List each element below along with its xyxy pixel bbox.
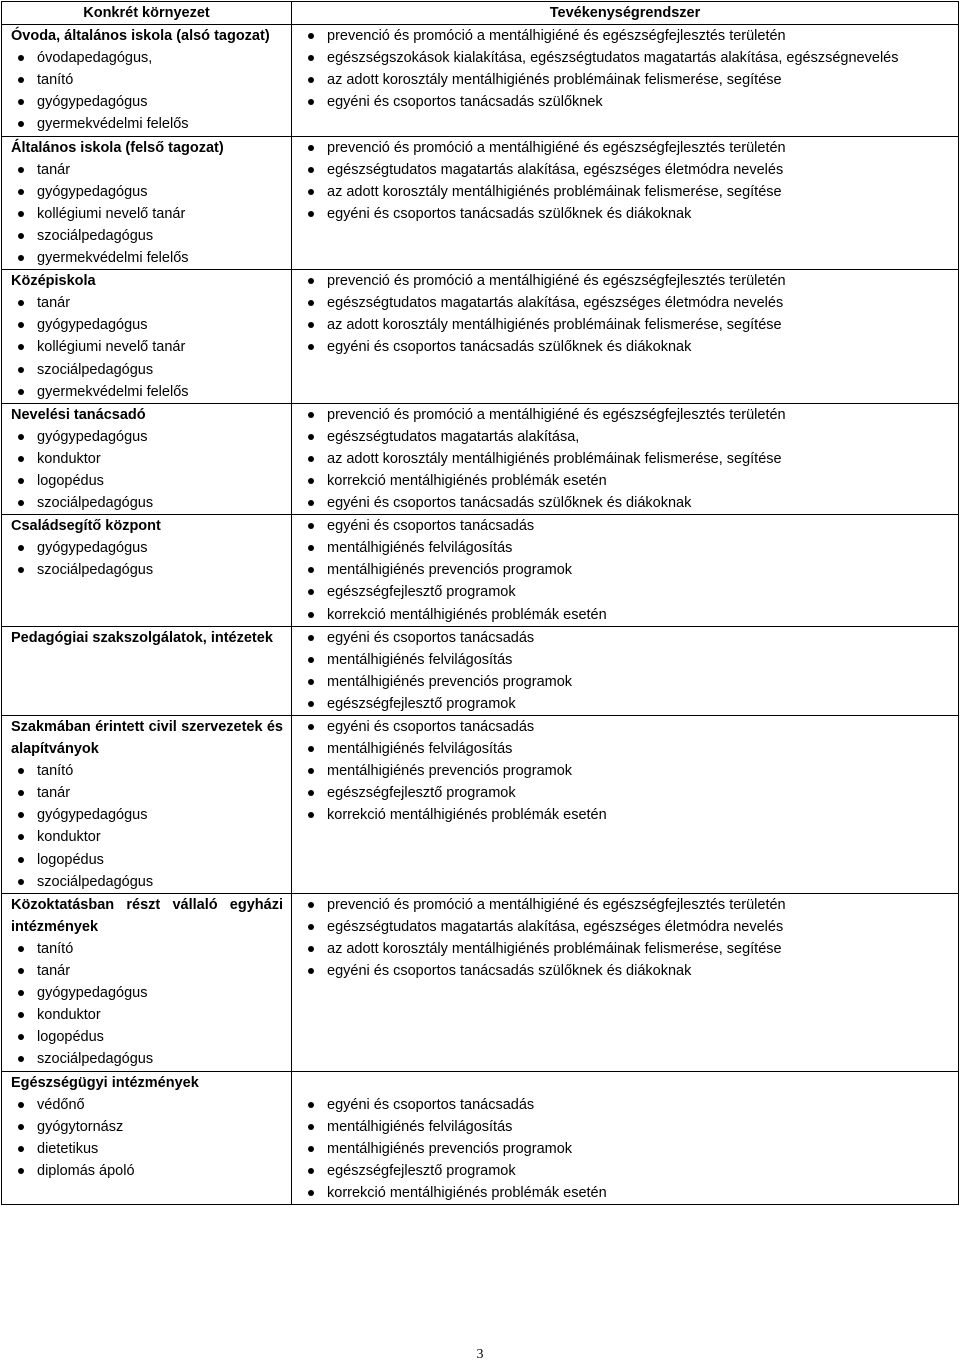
activity-item: egyéni és csoportos tanácsadás szülőknek és diákoknak <box>301 203 958 225</box>
environment-cell <box>2 893 292 1071</box>
role-item: logopédus <box>11 470 291 492</box>
activity-item: egészségtudatos magatartás alakítása, egészséges életmódra nevelés <box>301 159 958 181</box>
environment-cell <box>2 270 292 404</box>
environment-title: Pedagógiai szakszolgálatok, intézetek <box>11 629 273 646</box>
role-item: gyermekvédelmi felelős <box>11 381 291 403</box>
environment-cell <box>2 1071 292 1204</box>
activity-item: egészségfejlesztő programok <box>301 1160 958 1182</box>
activity-item: az adott korosztály mentálhigiénés problémáinak felismerése, segítése <box>301 181 958 203</box>
activity-list <box>301 137 958 225</box>
environment-cell <box>2 136 292 270</box>
role-item: gyógypedagógus <box>11 982 291 1004</box>
activity-item: az adott korosztály mentálhigiénés problémáinak felismerése, segítése <box>301 314 958 336</box>
role-list <box>11 292 291 402</box>
role-item: gyógypedagógus <box>11 804 291 826</box>
environment-title: Középiskola <box>11 273 96 290</box>
role-item: tanár <box>11 960 291 982</box>
role-item: dietetikus <box>11 1138 291 1160</box>
activity-list <box>301 404 958 514</box>
table-row <box>2 403 959 514</box>
activity-item: korrekció mentálhigiénés problémák esetén <box>301 604 958 626</box>
role-item: tanár <box>11 292 291 314</box>
environment-title: Általános iskola (felső tagozat) <box>11 139 224 156</box>
table-row <box>2 515 959 626</box>
role-item: konduktor <box>11 1004 291 1026</box>
environment-cell <box>2 25 292 136</box>
role-item: gyógypedagógus <box>11 314 291 336</box>
role-item: gyógytornász <box>11 1116 291 1138</box>
role-list <box>11 938 291 1071</box>
environment-title: Közoktatásban részt vállaló egyházi intézmények <box>11 896 283 935</box>
activity-cell <box>292 893 959 1071</box>
activity-cell <box>292 626 959 715</box>
role-item: tanító <box>11 760 291 782</box>
activity-item: az adott korosztály mentálhigiénés problémáinak felismerése, segítése <box>301 448 958 470</box>
activity-item: prevenció és promóció a mentálhigiéné és egészségfejlesztés területén <box>301 137 958 159</box>
activity-item: egészségtudatos magatartás alakítása, <box>301 426 958 448</box>
role-list <box>11 159 291 269</box>
activity-item: mentálhigiénés felvilágosítás <box>301 537 958 559</box>
activity-item: prevenció és promóció a mentálhigiéné és egészségfejlesztés területén <box>301 270 958 292</box>
environment-activity-table <box>1 1 959 1205</box>
role-item: konduktor <box>11 826 291 848</box>
role-item: logopédus <box>11 849 291 871</box>
page-number: 3 <box>476 1347 484 1362</box>
environment-cell <box>2 515 292 626</box>
environment-cell <box>2 716 292 894</box>
role-item: kollégiumi nevelő tanár <box>11 203 291 225</box>
table-row <box>2 270 959 404</box>
role-item: kollégiumi nevelő tanár <box>11 336 291 358</box>
role-item: tanító <box>11 938 291 960</box>
role-item: gyógypedagógus <box>11 91 291 113</box>
activity-item: mentálhigiénés felvilágosítás <box>301 738 958 760</box>
activity-item: korrekció mentálhigiénés problémák esetén <box>301 804 958 826</box>
blank-line <box>301 1072 958 1094</box>
activity-item: egyéni és csoportos tanácsadás szülőknek és diákoknak <box>301 960 958 982</box>
table-body <box>2 25 959 1205</box>
table-row <box>2 1071 959 1204</box>
activity-item: az adott korosztály mentálhigiénés problémáinak felismerése, segítése <box>301 69 958 91</box>
activity-list <box>301 894 958 982</box>
activity-cell <box>292 270 959 404</box>
activity-item: korrekció mentálhigiénés problémák esetén <box>301 470 958 492</box>
table-header-row <box>2 2 959 25</box>
header-activity-system: Tevékenységrendszer <box>292 2 959 25</box>
role-item: védőnő <box>11 1094 291 1116</box>
activity-list <box>301 716 958 826</box>
environment-title: Szakmában érintett civil szervezetek és alapítványok <box>11 719 283 758</box>
activity-cell <box>292 136 959 270</box>
role-item: gyógypedagógus <box>11 537 291 559</box>
role-item: tanár <box>11 159 291 181</box>
activity-item: egyéni és csoportos tanácsadás <box>301 627 958 649</box>
role-item: szociálpedagógus <box>11 871 291 893</box>
activity-list <box>301 270 958 358</box>
role-item: szociálpedagógus <box>11 559 291 581</box>
environment-title: Óvoda, általános iskola (alsó tagozat) <box>11 28 270 45</box>
environment-cell <box>2 626 292 715</box>
header-environment: Konkrét környezet <box>2 2 292 25</box>
activity-item: egyéni és csoportos tanácsadás szülőknek és diákoknak <box>301 492 958 514</box>
table-row <box>2 626 959 715</box>
activity-cell <box>292 1071 959 1204</box>
activity-item: mentálhigiénés prevenciós programok <box>301 559 958 581</box>
role-item: gyógypedagógus <box>11 181 291 203</box>
table-row <box>2 893 959 1071</box>
activity-item: mentálhigiénés felvilágosítás <box>301 649 958 671</box>
activity-item: egyéni és csoportos tanácsadás szülőknek és diákoknak <box>301 336 958 358</box>
role-item: konduktor <box>11 448 291 470</box>
activity-cell <box>292 403 959 514</box>
activity-list <box>301 1072 958 1204</box>
activity-list <box>301 627 958 715</box>
activity-item: egyéni és csoportos tanácsadás <box>301 515 958 537</box>
role-list <box>11 537 291 581</box>
role-item: diplomás ápoló <box>11 1160 291 1182</box>
role-list <box>11 47 291 135</box>
activity-item: egészségfejlesztő programok <box>301 782 958 804</box>
role-item: szociálpedagógus <box>11 225 291 247</box>
activity-item: mentálhigiénés prevenciós programok <box>301 671 958 693</box>
role-item: gyógypedagógus <box>11 426 291 448</box>
activity-item: egészségfejlesztő programok <box>301 581 958 603</box>
activity-cell <box>292 25 959 136</box>
activity-item: az adott korosztály mentálhigiénés problémáinak felismerése, segítése <box>301 938 958 960</box>
environment-title: Családsegítő központ <box>11 518 161 535</box>
activity-item: egyéni és csoportos tanácsadás szülőknek <box>301 91 958 113</box>
activity-item: mentálhigiénés prevenciós programok <box>301 760 958 782</box>
role-item: óvodapedagógus, <box>11 47 291 69</box>
table-row <box>2 716 959 894</box>
role-item: tanár <box>11 782 291 804</box>
role-item: szociálpedagógus <box>11 1048 291 1070</box>
activity-item: egészségtudatos magatartás alakítása, egészséges életmódra nevelés <box>301 292 958 314</box>
activity-cell <box>292 515 959 626</box>
role-item: logopédus <box>11 1026 291 1048</box>
role-list <box>11 1094 291 1182</box>
activity-list <box>301 25 958 113</box>
role-item: szociálpedagógus <box>11 359 291 381</box>
role-item: tanító <box>11 69 291 91</box>
activity-item: prevenció és promóció a mentálhigiéné és egészségfejlesztés területén <box>301 404 958 426</box>
activity-item: mentálhigiénés felvilágosítás <box>301 1116 958 1138</box>
role-list <box>11 426 291 514</box>
role-item: szociálpedagógus <box>11 492 291 514</box>
activity-item: mentálhigiénés prevenciós programok <box>301 1138 958 1160</box>
environment-cell <box>2 403 292 514</box>
environment-title: Nevelési tanácsadó <box>11 406 146 423</box>
activity-item: egészségszokások kialakítása, egészségtudatos magatartás alakítása, egészségnevelés <box>301 47 958 69</box>
activity-item: egészségfejlesztő programok <box>301 693 958 715</box>
table-row <box>2 25 959 136</box>
activity-item: egyéni és csoportos tanácsadás <box>301 716 958 738</box>
activity-item: prevenció és promóció a mentálhigiéné és egészségfejlesztés területén <box>301 894 958 916</box>
role-list <box>11 760 291 893</box>
activity-item: egészségtudatos magatartás alakítása, egészséges életmódra nevelés <box>301 916 958 938</box>
role-item: gyermekvédelmi felelős <box>11 247 291 269</box>
role-item: gyermekvédelmi felelős <box>11 113 291 135</box>
activity-cell <box>292 716 959 894</box>
activity-list <box>301 515 958 625</box>
activity-item: egyéni és csoportos tanácsadás <box>301 1094 958 1116</box>
environment-title: Egészségügyi intézmények <box>11 1074 199 1091</box>
activity-item: prevenció és promóció a mentálhigiéné és egészségfejlesztés területén <box>301 25 958 47</box>
table-row <box>2 136 959 270</box>
activity-item: korrekció mentálhigiénés problémák esetén <box>301 1182 958 1204</box>
